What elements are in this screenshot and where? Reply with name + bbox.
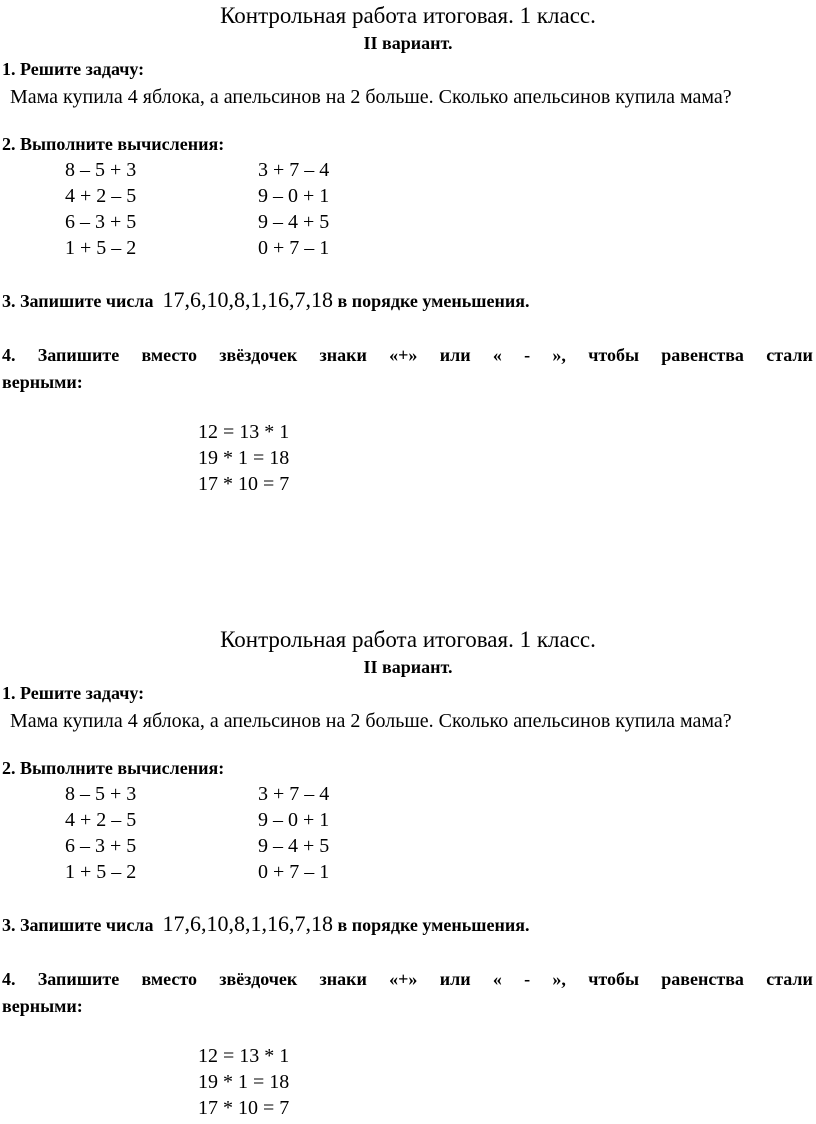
task-4-word: вместо [141,345,197,365]
variant-label: II вариант. [363,657,453,677]
calc-expression: 9 – 4 + 5 [258,835,330,857]
calc-expression: 0 + 7 – 1 [258,237,330,259]
calc-expression: 0 + 7 – 1 [258,861,330,883]
task-4-word: или [439,345,471,365]
task-3-prefix: 3. Запишите числа [2,915,154,935]
test-variant-1 [0,0,816,500]
task-4-word: », [552,969,566,989]
task-4-word: « [492,969,502,989]
variant-label: II вариант. [363,33,453,53]
calc-expression: 4 + 2 – 5 [65,809,137,831]
equation: 12 = 13 * 1 [198,421,290,443]
task-4-heading-line-1 [2,969,813,990]
task-4-word: « [492,345,502,365]
task-4-word: «+» [389,969,418,989]
calc-expression: 9 – 4 + 5 [258,211,330,233]
task-4-word: - [524,345,531,365]
task-3-line [2,287,529,313]
task-3-numbers: 17,6,10,8,1,16,7,18 [162,287,334,312]
task-3-prefix: 3. Запишите числа [2,291,154,311]
task-4-word: или [439,969,471,989]
calc-expression: 3 + 7 – 4 [258,783,330,805]
task-4-word: знаки [319,345,367,365]
equation: 19 * 1 = 18 [198,447,290,469]
equation: 12 = 13 * 1 [198,1045,290,1067]
task-2-heading: 2. Выполните вычисления: [2,134,225,154]
calc-expression: 6 – 3 + 5 [65,211,137,233]
test-variant-2 [0,624,816,1124]
task-1-heading: 1. Решите задачу: [2,59,145,79]
task-4-heading-line-2: верными: [2,372,83,392]
calc-expression: 1 + 5 – 2 [65,861,137,883]
task-4-word: чтобы [588,969,639,989]
task-4-word: - [524,969,531,989]
task-4-word: вместо [141,969,197,989]
task-3-numbers: 17,6,10,8,1,16,7,18 [162,911,334,936]
task-4-word: 4. [2,969,16,989]
task-4-word: », [552,345,566,365]
calc-expression: 4 + 2 – 5 [65,185,137,207]
calc-expression: 1 + 5 – 2 [65,237,137,259]
task-4-word: Запишите [37,345,120,365]
calc-expression: 8 – 5 + 3 [65,159,137,181]
equation: 17 * 10 = 7 [198,473,290,495]
task-2-heading: 2. Выполните вычисления: [2,758,225,778]
task-4-word: звёздочек [219,345,298,365]
task-1-problem-text: Мама купила 4 яблока, а апельсинов на 2 больше. Сколько апельсинов купила мама? [10,710,732,732]
equation: 17 * 10 = 7 [198,1097,290,1119]
task-4-word: равенства [661,969,744,989]
task-4-word: чтобы [588,345,639,365]
task-4-word: «+» [389,345,418,365]
calc-expression: 8 – 5 + 3 [65,783,137,805]
task-4-word: звёздочек [219,969,298,989]
task-3-suffix: в порядке уменьшения. [337,915,530,935]
task-3-suffix: в порядке уменьшения. [337,291,530,311]
task-4-heading-line-2: верными: [2,996,83,1016]
calc-expression: 3 + 7 – 4 [258,159,330,181]
calc-expression: 9 – 0 + 1 [258,185,330,207]
task-4-word: 4. [2,345,16,365]
worksheet-title: Контрольная работа итоговая. 1 класс. [220,627,596,652]
calc-expression: 9 – 0 + 1 [258,809,330,831]
task-3-line [2,911,529,937]
task-4-word: знаки [319,969,367,989]
task-4-word: Запишите [37,969,120,989]
equation: 19 * 1 = 18 [198,1071,290,1093]
task-4-heading-line-1 [2,345,813,366]
task-4-word: равенства [661,345,744,365]
task-4-word: стали [766,345,813,365]
calc-expression: 6 – 3 + 5 [65,835,137,857]
task-4-word: стали [766,969,813,989]
worksheet-title: Контрольная работа итоговая. 1 класс. [220,3,596,28]
task-1-heading: 1. Решите задачу: [2,683,145,703]
task-1-problem-text: Мама купила 4 яблока, а апельсинов на 2 больше. Сколько апельсинов купила мама? [10,86,732,108]
